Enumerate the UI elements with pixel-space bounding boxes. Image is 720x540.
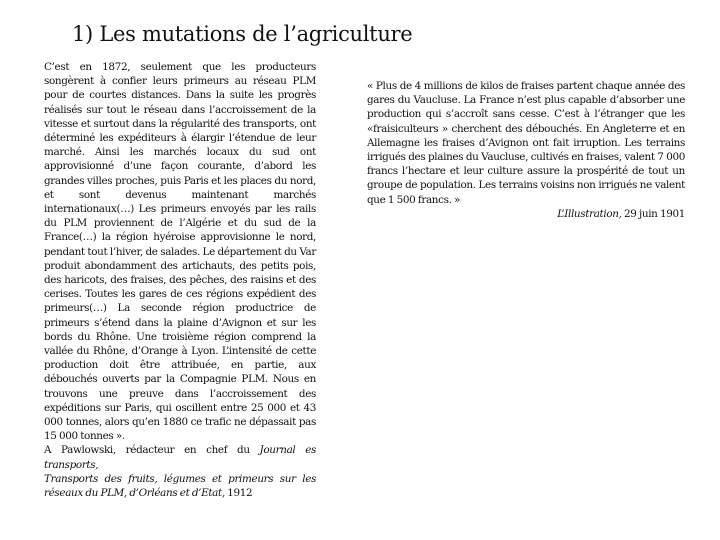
left-attribution bbox=[44, 443, 316, 471]
source-title: L’Illustration, bbox=[557, 207, 622, 220]
book-title: Transports des fruits, légumes et primeurs sur les réseaux du PLM, d’Orléans et d’Etat, bbox=[44, 472, 316, 500]
right-source bbox=[367, 207, 685, 221]
right-quote-body: « Plus de 4 millions de kilos de fraises partent chaque année des gares du Vaucluse. La France n’est plus capable d’absorber une production qui s’accroît sans cesse. C’est à l’étranger que les «fraisiculteurs » cherchent des débouchés. En Angleterre et en Allemagne les fraises d’Avignon ont fait irruption. Les terrains irrigués des plaines du Vaucluse, cultivés en fraises, valent 7 000 francs l’hectare et leur culture assure la prospérité de tout un groupe de population. Les terrains voisins non irrigués ne valent que 1 500 francs. » bbox=[367, 80, 685, 206]
journal-title: Journal es transports, bbox=[44, 444, 317, 471]
left-source bbox=[44, 472, 316, 500]
author-line: A Pawlowski, rédacteur en chef du bbox=[44, 444, 260, 457]
source-year: 1912 bbox=[224, 487, 253, 500]
page-title: 1) Les mutations de l’agriculture bbox=[72, 22, 413, 46]
source-date: 29 juin 1901 bbox=[621, 207, 685, 220]
left-quote-body: C’est en 1872, seulement que les producteurs songèrent à confier leurs primeurs au réseau PLM pour de courtes distances. Dans la suite les progrès réalisés sur tout le réseau dans l’accroissement de la vitesse et surtout dans la régularité des transports, ont déterminé les expéditeurs à élargir l’étendue de leur marché. Ainsi les marchés locaux du sud ont approvisionné d’une façon courante, d’abord les grandes villes proches, puis Paris et les places du nord, et sont devenus maintenant marchés internationaux(…) Les primeurs envoyés par les rails du PLM proviennent de l’Algérie et du sud de la France(…) la région hyéroise approvisionne le nord, pendant tout l’hiver, de salades. Le département du Var produit abondamment des artichauts, des petits pois, des haricots, des fraises, des pêches, des raisins et des cerises. Toutes les gares de ces régions expédient des primeurs(…) La seconde région productrice de primeurs s’étend dans la plaine d’Avignon et sur les bords du Rhône. Une troisième région comprend la vallée du Rhône, d’Orange à Lyon. L’intensité de cette production doit être attribuée, en partie, aux débouchés ouverts par la Compagnie PLM. Nous en trouvons une preuve dans l’accroissement des expéditions sur Paris, qui oscillent entre 25 000 et 43 000 tonnes, alors qu’en 1880 ce trafic ne dépassait pas 15 000 tonnes ». bbox=[44, 61, 316, 443]
right-text-column bbox=[367, 79, 685, 221]
left-text-column bbox=[44, 60, 316, 500]
